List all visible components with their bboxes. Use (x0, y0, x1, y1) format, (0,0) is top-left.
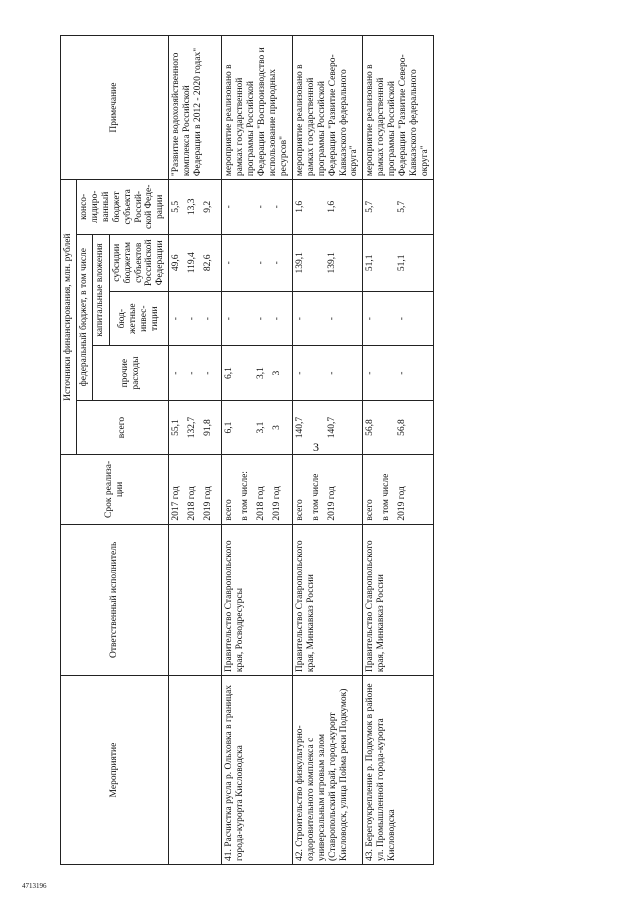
subsidies-cell-value: - (256, 261, 267, 265)
term-cell-value: в том числе (310, 473, 321, 521)
consolidated-cell (222, 180, 293, 234)
consolidated-cell (363, 180, 434, 234)
header-budget-investments: бюд-жетные инвес-тиции (109, 291, 169, 345)
subsidies-cell-value (311, 238, 327, 288)
other-expenses-cell-value (311, 349, 327, 396)
table-row (222, 36, 293, 865)
total-cell-value: 140,7 (294, 416, 305, 439)
subsidies-cell-value: - (272, 261, 283, 265)
term-cell (169, 455, 222, 524)
table-body (169, 36, 434, 865)
other-expenses-cell-value (381, 349, 397, 396)
header-consolidated: консо-лидиро-ванный бюджет субъекта Россий-ской Феде-рации (76, 180, 168, 234)
header-total: всего (76, 400, 168, 454)
budget-investments-cell (363, 291, 434, 345)
financing-table (60, 35, 434, 865)
rotated-table-wrapper (60, 35, 580, 865)
term-cell-value: 2018 год (187, 486, 198, 521)
subsidies-cell-value (240, 238, 256, 288)
consolidated-cell-value: - (224, 205, 235, 209)
term-cell-value: всего (365, 499, 376, 521)
term-cell (292, 455, 363, 524)
header-term: Срок реализа-ции (61, 455, 169, 524)
term-cell-value: 2018 год (256, 486, 267, 521)
budget-investments-cell-value: - (397, 317, 408, 321)
header-sources: Источники финансирования, млн. рублей (61, 180, 77, 455)
total-cell (222, 400, 293, 454)
total-cell-value: 55,1 (171, 419, 182, 436)
subsidies-cell-value: 139,1 (294, 252, 305, 274)
total-cell-value: 3,1 (256, 421, 267, 434)
note-cell: "Развитие водохозяйственного комплекса Российской Федерации в 2012 - 2020 годах" (169, 36, 222, 180)
other-expenses-cell-value: - (203, 371, 214, 375)
subsidies-cell (222, 234, 293, 291)
consolidated-cell (292, 180, 363, 234)
term-cell-value: всего (224, 499, 235, 521)
subsidies-cell (292, 234, 363, 291)
other-expenses-cell-value: - (365, 371, 376, 375)
other-expenses-cell-value: - (171, 371, 182, 375)
consolidated-cell-value: 9,2 (203, 200, 214, 213)
header-capital: капитальные вложения (92, 234, 109, 346)
other-expenses-cell-value: - (326, 371, 337, 375)
budget-investments-cell-value: - (326, 317, 337, 321)
table-row (363, 36, 434, 865)
other-expenses-cell (222, 346, 293, 400)
other-expenses-cell-value: 3,1 (256, 367, 267, 380)
budget-investments-cell-value (311, 295, 327, 342)
budget-investments-cell-value: - (365, 317, 376, 321)
subsidies-cell-value: 49,6 (171, 254, 182, 272)
action-cell (169, 676, 222, 865)
total-cell-value: 140,7 (326, 416, 337, 439)
consolidated-cell-value: 1,6 (326, 200, 337, 213)
consolidated-cell-value: 5,7 (397, 200, 408, 213)
budget-investments-cell-value: - (171, 317, 182, 321)
budget-investments-cell-value: - (203, 317, 214, 321)
executor-cell (169, 524, 222, 676)
executor-cell: Правительство Ставропольского края, Минкавказ России (292, 524, 363, 676)
consolidated-cell-value: - (272, 205, 283, 209)
budget-investments-cell-value: - (294, 317, 305, 321)
consolidated-cell-value (381, 183, 397, 230)
total-cell-value: 132,7 (187, 416, 198, 439)
page-number: 3 (313, 440, 319, 454)
subsidies-cell-value: 119,4 (187, 252, 198, 274)
executor-cell: Правительство Ставропольского края, Минкавказ России (363, 524, 434, 676)
term-cell (222, 455, 293, 524)
subsidies-cell (169, 234, 222, 291)
header-note: Примечание (61, 36, 169, 180)
subsidies-cell-value: 51,1 (365, 254, 376, 272)
budget-investments-cell-value: - (256, 317, 267, 321)
total-cell (292, 400, 363, 454)
header-federal: федеральный бюджет, в том числе (76, 234, 92, 400)
consolidated-cell-value: 13,3 (187, 198, 198, 216)
total-cell-value: 6,1 (224, 421, 235, 434)
consolidated-cell-value (311, 183, 327, 230)
other-expenses-cell-value: - (397, 371, 408, 375)
term-cell-value: 2019 год (397, 486, 408, 521)
total-cell-value (311, 404, 327, 451)
consolidated-cell-value: 5,5 (171, 200, 182, 213)
document-code: 4713196 (22, 882, 47, 890)
term-cell-value: 2019 год (272, 486, 283, 521)
subsidies-cell-value (381, 238, 397, 288)
total-cell-value (381, 404, 397, 451)
total-cell-value: 91,8 (203, 419, 214, 436)
term-cell-value: 2019 год (326, 486, 337, 521)
note-cell: мероприятие реализовано в рамках государственной программы Российской Федерации "Развитие Северо-Кавказского федерального округа" (363, 36, 434, 180)
budget-investments-cell-value: - (224, 317, 235, 321)
other-expenses-cell-value: - (294, 371, 305, 375)
budget-investments-cell (292, 291, 363, 345)
action-cell: 41. Расчистка русла р. Ольховка в границах города-курорта Кисловодска (222, 676, 293, 865)
budget-investments-cell (169, 291, 222, 345)
subsidies-cell-value: 82,6 (203, 254, 214, 272)
header-action: Мероприятие (61, 676, 169, 865)
term-cell-value: в том числе: (240, 471, 251, 521)
other-expenses-cell-value (240, 349, 256, 396)
consolidated-cell-value (240, 183, 256, 230)
table-row (292, 36, 363, 865)
term-cell (363, 455, 434, 524)
other-expenses-cell (363, 346, 434, 400)
term-cell-value: в том числе (381, 473, 392, 521)
executor-cell: Правительство Ставропольского края, Росводресурсы (222, 524, 293, 676)
consolidated-cell-value: 5,7 (365, 200, 376, 213)
consolidated-cell (169, 180, 222, 234)
other-expenses-cell (292, 346, 363, 400)
total-cell-value: 3 (272, 425, 283, 430)
total-cell (363, 400, 434, 454)
budget-investments-cell-value (381, 295, 397, 342)
table-row (169, 36, 222, 865)
other-expenses-cell-value: 3 (272, 370, 283, 376)
consolidated-cell-value: - (256, 205, 267, 209)
header-subsidies: субсидии бюджетам субъектов Российской Федерации (109, 234, 169, 291)
budget-investments-cell-value: - (272, 317, 283, 321)
other-expenses-cell (169, 346, 222, 400)
budget-investments-cell-value (240, 295, 256, 342)
note-cell: мероприятие реализовано в рамках государственной программы Российской Федерации "Воспроизводство и использование природных ресурсов" (222, 36, 293, 180)
total-cell-value (240, 404, 256, 451)
budget-investments-cell (222, 291, 293, 345)
action-cell: 43. Берегоукрепление р. Подкумок в районе ул. Промышленной города-курорта Кисловодска (363, 676, 434, 865)
subsidies-cell (363, 234, 434, 291)
term-cell-value: 2017 год (171, 486, 182, 521)
note-cell: мероприятие реализовано в рамках государственной программы Российской Федерации "Развитие Северо-Кавказского федерального округа" (292, 36, 363, 180)
term-cell-value: всего (294, 499, 305, 521)
header-executor: Ответственный исполнитель (61, 524, 169, 676)
consolidated-cell-value: 1,6 (294, 200, 305, 213)
action-cell: 42. Строительство физкультурно-оздоровительного комплекса с универсальным игровым залом (Ставропольский край, город-курорт Кисловодск, улица Пойма реки Подкумок) (292, 676, 363, 865)
budget-investments-cell-value: - (187, 317, 198, 321)
total-cell-value: 56,8 (365, 419, 376, 436)
subsidies-cell-value: 51,1 (397, 254, 408, 272)
subsidies-cell-value: 139,1 (326, 252, 337, 274)
header-other-expenses: прочие расходы (92, 346, 168, 400)
other-expenses-cell-value: - (187, 371, 198, 375)
total-cell-value: 56,8 (397, 419, 408, 436)
total-cell (169, 400, 222, 454)
term-cell-value: 2019 год (203, 486, 214, 521)
subsidies-cell-value: - (224, 261, 235, 265)
other-expenses-cell-value: 6,1 (224, 367, 235, 380)
